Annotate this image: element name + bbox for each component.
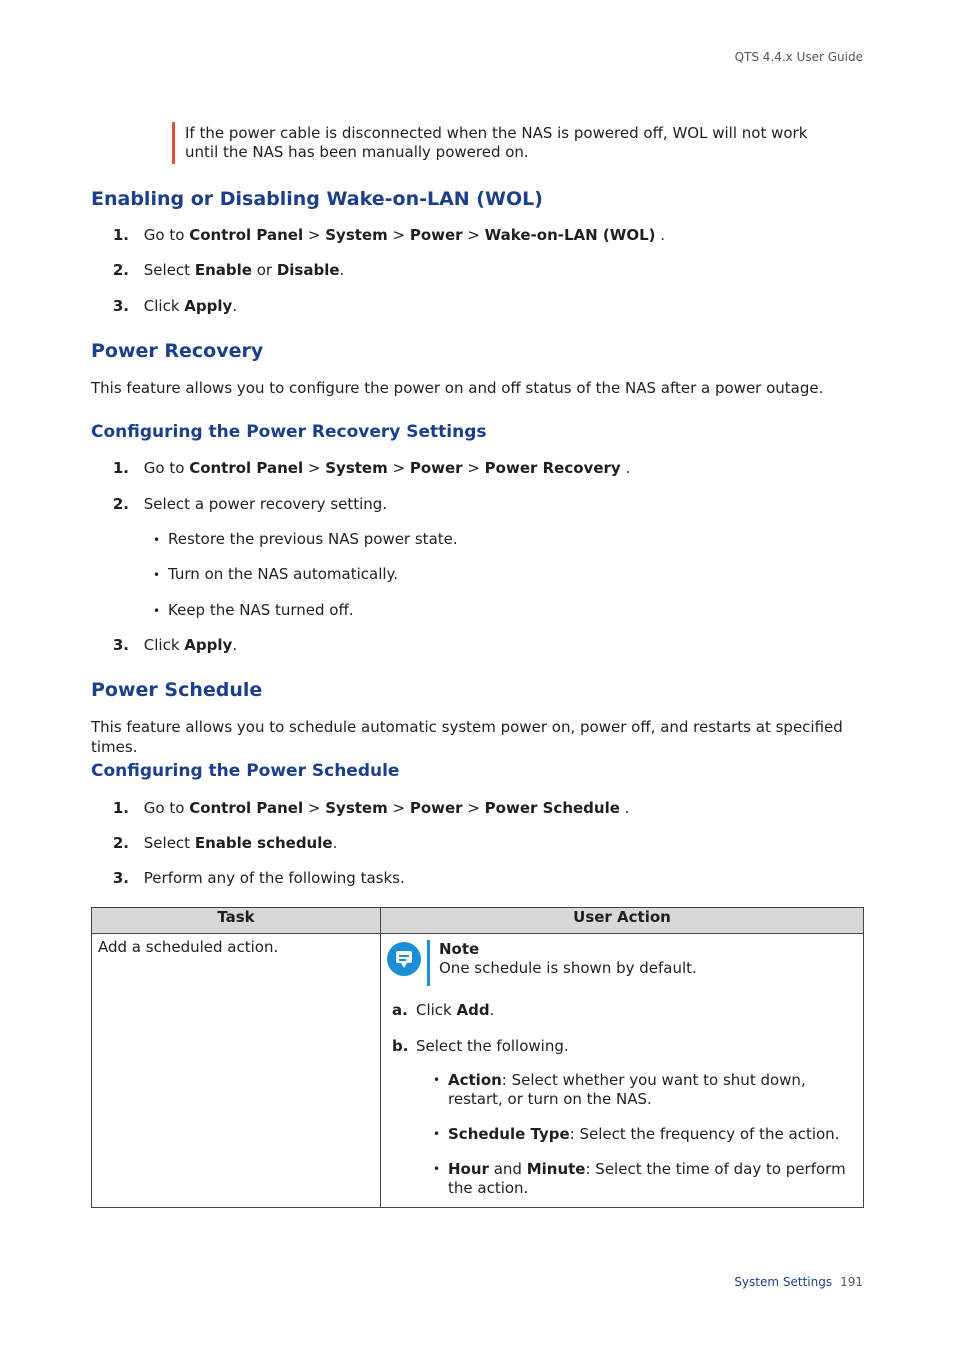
step-number: 1. [112,226,129,244]
path-separator: > [303,459,326,477]
step-text: Select [143,261,195,279]
note-body [439,940,697,978]
step-text: Select the following. [416,1037,569,1055]
recovery-step-3 [91,635,237,655]
path-separator: > [303,799,326,817]
task-table [91,907,864,1208]
option-disable: Disable [276,261,340,279]
step-number: 3. [112,636,129,654]
path-separator: > [303,226,326,244]
step-text: . [332,834,338,852]
wol-step-3 [91,296,237,316]
path-separator: > [462,459,485,477]
bullet-text: : Select the frequency of the action. [569,1125,840,1143]
step-text: Go to [143,459,190,477]
add-label: Add [456,1001,490,1019]
sub-heading-power-recovery: Configuring the Power Recovery Settings [91,422,487,442]
step-number: 2. [112,261,129,279]
step-number: 2. [112,834,129,852]
menu-path-system: System [325,459,388,477]
sub-step-b [392,1036,863,1056]
step-text: . [655,226,666,244]
menu-path-power-schedule: Power Schedule [484,799,620,817]
path-separator: > [387,459,410,477]
table-row [92,934,864,1208]
section-heading-wol: Enabling or Disabling Wake-on-LAN (WOL) [91,188,543,210]
column-header-task: Task [92,908,381,934]
user-action-cell [381,934,864,1208]
bullet-text: and [488,1160,527,1178]
step-text: Click [143,297,185,315]
sub-step-letter: b. [392,1037,409,1055]
page-number: 191 [840,1275,863,1289]
menu-path-wol: Wake-on-LAN (WOL) [484,226,656,244]
page-footer [734,1275,863,1289]
note-title: Note [439,940,480,958]
footer-section-name: System Settings [734,1275,833,1289]
recovery-step-2 [91,494,387,514]
section-heading-power-schedule: Power Schedule [91,679,263,701]
sub-step-a [392,1000,863,1020]
recovery-option-restore: • Restore the previous NAS power state. [153,529,458,550]
step-text: Click [416,1001,457,1019]
wol-step-1 [91,225,665,245]
menu-path-control-panel: Control Panel [189,459,304,477]
bullet-text: : Select whether you want to shut down, restart, or turn on the NAS. [448,1071,806,1108]
power-schedule-description: This feature allows you to schedule automatic system power on, power off, and restarts at specified times. [91,718,843,756]
step-text: . [232,636,238,654]
path-separator: > [387,226,410,244]
schedule-step-3 [91,868,405,888]
bullet-term: Minute [526,1160,586,1178]
menu-path-power: Power [409,226,463,244]
menu-path-power: Power [409,459,463,477]
bullet-schedule-type [381,1125,863,1144]
step-text: . [232,297,238,315]
step-text: . [489,1001,495,1019]
bullet-term: Action [448,1071,502,1089]
step-text: Perform any of the following tasks. [143,869,405,887]
apply-label: Apply [184,636,233,654]
step-number: 1. [112,799,129,817]
bullet-term: Schedule Type [448,1125,570,1143]
step-number: 3. [112,297,129,315]
bullet-hour-minute [381,1160,863,1198]
menu-path-control-panel: Control Panel [189,799,304,817]
menu-path-system: System [325,799,388,817]
task-cell: Add a scheduled action. [92,934,381,1208]
step-text: . [619,799,630,817]
path-separator: > [462,799,485,817]
menu-path-power: Power [409,799,463,817]
apply-label: Apply [184,297,233,315]
note-text: One schedule is shown by default. [439,959,697,977]
section-heading-power-recovery: Power Recovery [91,340,264,362]
recovery-step-1 [91,458,630,478]
step-text: Go to [143,799,190,817]
step-text: . [620,459,631,477]
step-text: Go to [143,226,190,244]
step-text: or [251,261,277,279]
bullet-action [381,1071,863,1109]
bullet-term: Hour [448,1160,489,1178]
menu-path-power-recovery: Power Recovery [484,459,621,477]
table-header-row [92,908,864,934]
step-text: Select [143,834,195,852]
option-enable: Enable [194,261,252,279]
note-divider [427,940,430,986]
note-callout [387,940,863,982]
power-recovery-description: This feature allows you to configure the power on and off status of the NAS after a power outage. [91,379,824,397]
path-separator: > [462,226,485,244]
path-separator: > [387,799,410,817]
bullet-text: : Select the time of day to perform the action. [448,1160,846,1197]
page-header: QTS 4.4.x User Guide [734,50,863,64]
step-number: 2. [112,495,129,513]
schedule-step-1 [91,798,629,818]
step-text: Click [143,636,185,654]
menu-path-control-panel: Control Panel [189,226,304,244]
step-text: . [339,261,345,279]
step-number: 3. [112,869,129,887]
recovery-option-turn-on: • Turn on the NAS automatically. [153,564,398,585]
column-header-user-action: User Action [381,908,864,934]
sub-heading-power-schedule: Configuring the Power Schedule [91,761,400,781]
note-icon [387,942,421,976]
menu-path-system: System [325,226,388,244]
sub-step-letter: a. [392,1001,408,1019]
recovery-option-keep-off: • Keep the NAS turned off. [153,600,354,621]
wol-step-2 [91,260,344,280]
step-number: 1. [112,459,129,477]
warning-callout: If the power cable is disconnected when the NAS is powered off, WOL will not work until the NAS has been manually powered on. [172,122,825,164]
option-enable-schedule: Enable schedule [194,834,333,852]
schedule-step-2 [91,833,337,853]
step-text: Select a power recovery setting. [143,495,388,513]
